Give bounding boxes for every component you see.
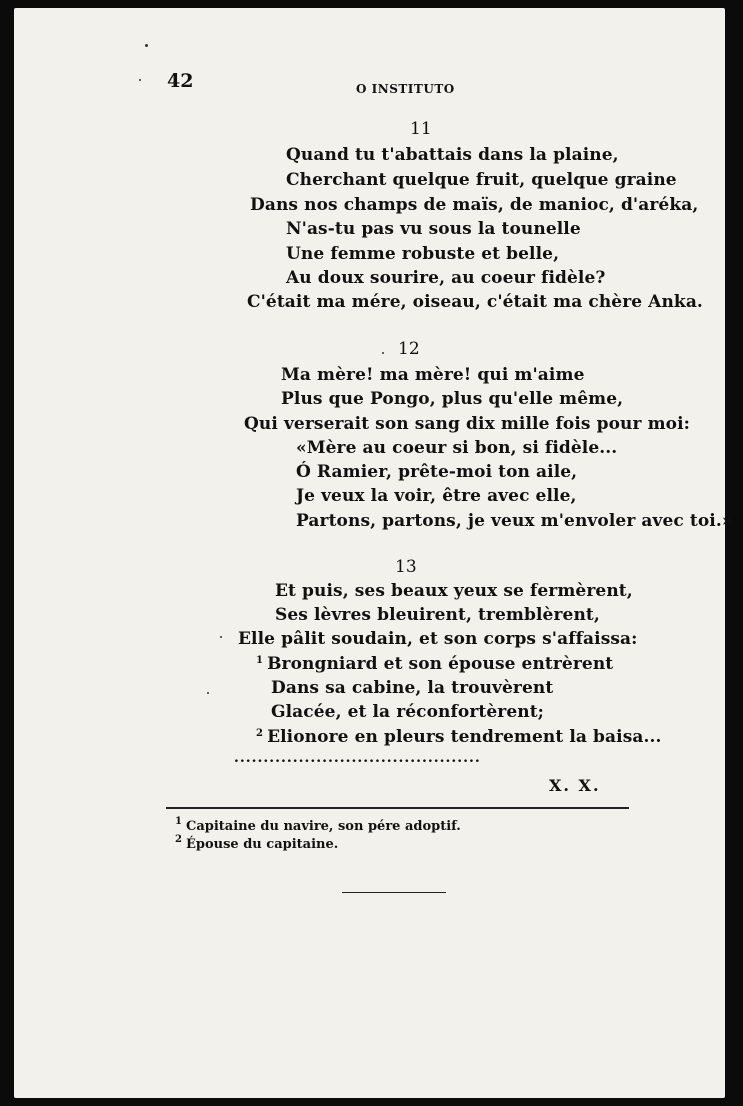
verse-line: Glacée, et la réconfortèrent; — [271, 702, 545, 722]
print-speck — [207, 692, 209, 694]
verse-line: Qui verserait son sang dix mille fois pour moi: — [244, 414, 691, 434]
stanza-number: 13 — [395, 557, 417, 577]
footnote-mark: 1 — [256, 655, 264, 666]
verse-line: Plus que Pongo, plus qu'elle même, — [281, 389, 624, 409]
footnote: $^2$ Épouse du capitaine. — [175, 834, 339, 852]
verse-line: $^1$ Brongniard et son épouse entrèrent — [256, 654, 614, 674]
verse-line: «Mère au coeur si bon, si fidèle... — [296, 438, 618, 458]
footnote: $^1$ Capitaine du navire, son pére adoptif. — [175, 816, 461, 834]
verse-line: Une femme robuste et belle, — [286, 244, 560, 264]
verse-line: Ma mère! ma mère! qui m'aime — [281, 365, 585, 385]
stanza-number: 11 — [410, 119, 432, 139]
verse-line: N'as-tu pas vu sous la tounelle — [286, 219, 581, 239]
verse-line: Dans nos champs de maïs, de manioc, d'aréka, — [250, 195, 699, 215]
print-speck — [139, 79, 141, 81]
page-number: 42 — [167, 70, 194, 92]
signature: X. X. — [549, 776, 601, 795]
end-rule — [342, 892, 446, 893]
verse-line: $^2$ Elionore en pleurs tendrement la baisa... — [256, 727, 662, 747]
verse-line: C'était ma mére, oiseau, c'était ma chère Anka. — [247, 292, 703, 312]
verse-line: Cherchant quelque fruit, quelque graine — [286, 170, 677, 190]
footnote-mark: 1 — [175, 816, 182, 827]
verse-line: Je veux la voir, être avec elle, — [296, 486, 577, 506]
verse-line: Partons, partons, je veux m'envoler avec toi.» — [296, 511, 733, 531]
print-speck — [382, 352, 384, 354]
footnote-rule — [166, 807, 629, 809]
dotted-separator: .......................................... — [234, 750, 481, 766]
footnote-mark: 2 — [256, 728, 264, 739]
footnote-mark: 2 — [175, 834, 182, 845]
verse-line: Et puis, ses beaux yeux se fermèrent, — [275, 581, 633, 601]
verse-line: Ses lèvres bleuirent, tremblèrent, — [275, 605, 600, 625]
stanza-number: 12 — [398, 339, 420, 359]
print-speck — [220, 636, 222, 638]
verse-line: Au doux sourire, au coeur fidèle? — [286, 268, 606, 288]
print-speck — [145, 44, 148, 47]
verse-line: Dans sa cabine, la trouvèrent — [271, 678, 554, 698]
verse-line: Quand tu t'abattais dans la plaine, — [286, 145, 619, 165]
verse-line: Ó Ramier, prête-moi ton aile, — [296, 462, 578, 482]
running-title: O INSTITUTO — [356, 82, 455, 96]
verse-line: Elle pâlit soudain, et son corps s'affaissa: — [238, 629, 638, 649]
